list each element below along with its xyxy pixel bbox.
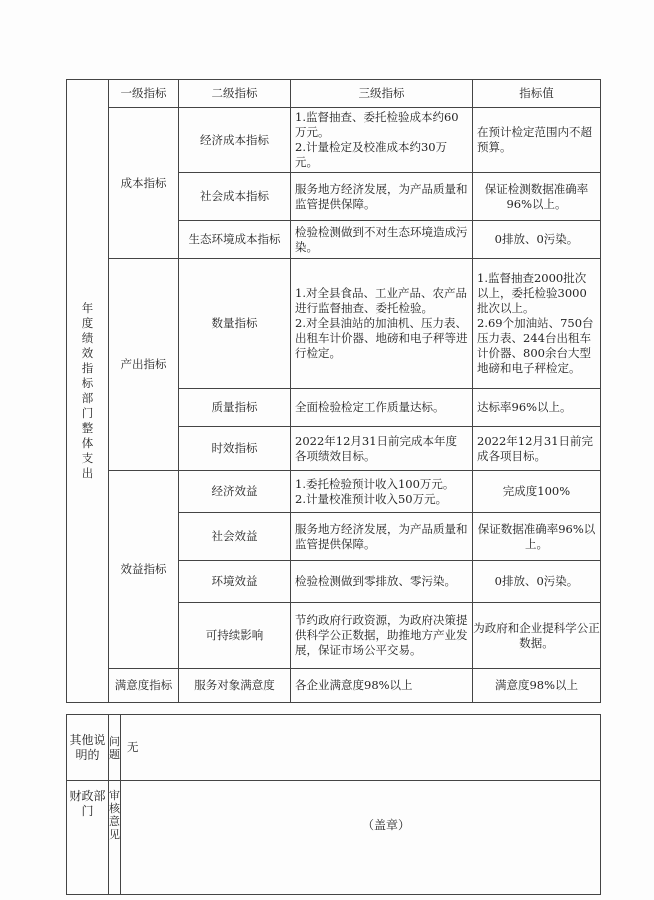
performance-table	[66, 79, 601, 703]
level3-cell: 节约政府行政资源，为政府决策提供科学公正数据，助推地方产业发展，保证市场公平交易。	[291, 603, 473, 669]
value-cell: 为政府和企业提科学公正数据。	[473, 603, 601, 669]
table-row	[67, 259, 601, 389]
other-notes-label: 其他说明的	[67, 715, 109, 781]
value-cell: 保证检测数据准确率96%以上。	[473, 173, 601, 221]
value-cell: 0排放、0污染。	[473, 561, 601, 603]
level1-output: 产出指标	[109, 259, 179, 471]
level2-cell: 经济效益	[179, 471, 291, 513]
level2-cell: 环境效益	[179, 561, 291, 603]
review-row	[67, 781, 601, 895]
table-row	[67, 108, 601, 173]
value-cell: 完成度100%	[473, 471, 601, 513]
level3-cell: 各企业满意度98%以上	[291, 669, 473, 703]
value-cell: 达标率96%以上。	[473, 389, 601, 427]
level1-cost: 成本指标	[109, 108, 179, 259]
other-notes-content: 无	[121, 715, 601, 781]
level3-cell: 服务地方经济发展，为产品质量和监管提供保障。	[291, 513, 473, 561]
table-row	[67, 471, 601, 513]
other-notes-label-b: 问题	[109, 715, 121, 781]
level2-cell: 可持续影响	[179, 603, 291, 669]
table-header-row	[67, 80, 601, 108]
value-cell: 2022年12月31日前完成各项目标。	[473, 427, 601, 471]
level2-cell: 社会效益	[179, 513, 291, 561]
header-level2: 二级指标	[179, 80, 291, 108]
header-value: 指标值	[473, 80, 601, 108]
level2-cell: 社会成本指标	[179, 173, 291, 221]
table-row	[67, 669, 601, 703]
other-notes-row	[67, 715, 601, 781]
level3-cell: 检验检测做到零排放、零污染。	[291, 561, 473, 603]
value-cell: 满意度98%以上	[473, 669, 601, 703]
header-level3: 三级指标	[291, 80, 473, 108]
level3-cell: 1.对全县食品、工业产品、农产品进行监督抽查、委托检验。 2.对全县油站的加油机、压力表、出租车计价器、地磅和电子秤等进行检定。	[291, 259, 473, 389]
review-content	[121, 781, 601, 895]
level3-cell: 服务地方经济发展，为产品质量和监管提供保障。	[291, 173, 473, 221]
footer-table	[66, 714, 601, 895]
level3-cell: 全面检验检定工作质量达标。	[291, 389, 473, 427]
value-cell: 保证数据准确率96%以上。	[473, 513, 601, 561]
level2-cell: 生态环境成本指标	[179, 221, 291, 259]
level2-cell: 数量指标	[179, 259, 291, 389]
review-label: 财政部门	[67, 781, 109, 895]
value-cell: 0排放、0污染。	[473, 221, 601, 259]
value-cell: 1.监督抽查2000批次以上，委托检验3000批次以上。 2.69个加油站、750台压力表、244台出租车计价器、800余台大型地磅和电子秤检定。	[473, 259, 601, 389]
level3-cell: 2022年12月31日前完成本年度各项绩效目标。	[291, 427, 473, 471]
level2-cell: 服务对象满意度	[179, 669, 291, 703]
level3-cell: 1.委托检验预计收入100万元。 2.计量校准预计收入50万元。	[291, 471, 473, 513]
stamp-text: （盖章）	[362, 818, 411, 832]
level2-cell: 时效指标	[179, 427, 291, 471]
value-cell: 在预计检定范围内不超预算。	[473, 108, 601, 173]
review-label-b: 审核意见	[109, 781, 121, 895]
level2-cell: 经济成本指标	[179, 108, 291, 173]
level1-benefit: 效益指标	[109, 471, 179, 669]
side-label-annual-performance: 年 度 绩 效 指 标 部 门 整 体 支 出	[67, 80, 109, 703]
level3-cell: 检验检测做到不对生态环境造成污染。	[291, 221, 473, 259]
level1-satisfaction: 满意度指标	[109, 669, 179, 703]
level3-cell: 1.监督抽查、委托检验成本约60万元。 2.计量检定及校准成本约30万元。	[291, 108, 473, 173]
level2-cell: 质量指标	[179, 389, 291, 427]
header-level1: 一级指标	[109, 80, 179, 108]
